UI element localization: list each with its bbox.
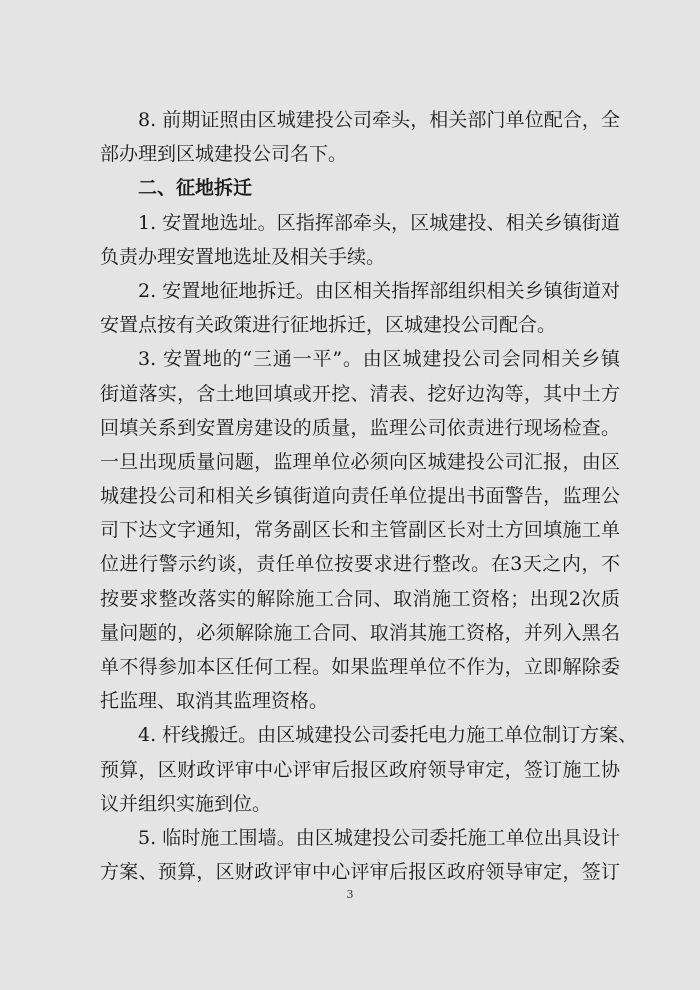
paragraph-4-line-2: 预算，区财政评审中心评审后报区政府领导审定，签订施工协 xyxy=(100,758,620,781)
section-heading: 二、征地拆迁 xyxy=(138,177,253,200)
paragraph-3-line-10: 单不得参加本区任何工程。如果监理单位不作为，立即解除委 xyxy=(100,656,620,678)
paragraph-3-line-4: 一旦出现质量问题，监理单位必须向区城建投公司汇报，由区 xyxy=(100,450,620,473)
paragraph-3-line-1: 3. 安置地的“三通一平”。由区城建投公司会同相关乡镇 xyxy=(138,348,620,371)
page-number: 3 xyxy=(346,888,354,901)
paragraph-8-line-1: 8. 前期证照由区城建投公司牵头，相关部门单位配合，全 xyxy=(138,109,620,131)
paragraph-5-line-2: 方案、预算，区财政评审中心评审后报区政府领导审定，签订 xyxy=(100,861,620,884)
paragraph-4-line-1: 4. 杆线搬迁。由区城建投公司委托电力施工单位制订方案、 xyxy=(138,724,638,747)
paragraph-1-line-2: 负责办理安置地选址及相关手续。 xyxy=(100,245,386,268)
paragraph-2-line-1: 2. 安置地征地拆迁。由区相关指挥部组织相关乡镇街道对 xyxy=(138,279,620,302)
paragraph-3-line-8: 按要求整改落实的解除施工合同、取消施工资格；出现2次质 xyxy=(100,587,620,610)
paragraph-3-line-7: 位进行警示约谈，责任单位按要求进行整改。在3天之内，不 xyxy=(100,553,620,576)
paragraph-3-line-9: 量问题的，必须解除施工合同、取消其施工资格，并列入黑名 xyxy=(100,621,620,644)
paragraph-1-line-1: 1. 安置地选址。区指挥部牵头，区城建投、相关乡镇街道 xyxy=(138,211,620,234)
paragraph-4-line-3: 议并组织实施到位。 xyxy=(100,792,272,815)
paragraph-3-line-6: 司下达文字通知，常务副区长和主管副区长对土方回填施工单 xyxy=(100,519,620,542)
paragraph-2-line-2: 安置点按有关政策进行征地拆迁，区城建投公司配合。 xyxy=(100,314,557,337)
paragraph-3-line-3: 回填关系到安置房建设的质量，监理公司依责进行现场检查。 xyxy=(100,416,620,439)
document-body xyxy=(100,103,638,889)
paragraph-8-line-2: 部办理到区城建投公司名下。 xyxy=(100,143,348,166)
paragraph-3-line-5: 城建投公司和相关乡镇街道向责任单位提出书面警告，监理公 xyxy=(100,485,620,508)
paragraph-3-line-2: 街道落实，含土地回填或开挖、清表、挖好边沟等，其中土方 xyxy=(100,382,620,405)
paragraph-5-line-1: 5. 临时施工围墙。由区城建投公司委托施工单位出具设计 xyxy=(138,826,620,849)
paragraph-3-line-11: 托监理、取消其监理资格。 xyxy=(100,690,329,713)
